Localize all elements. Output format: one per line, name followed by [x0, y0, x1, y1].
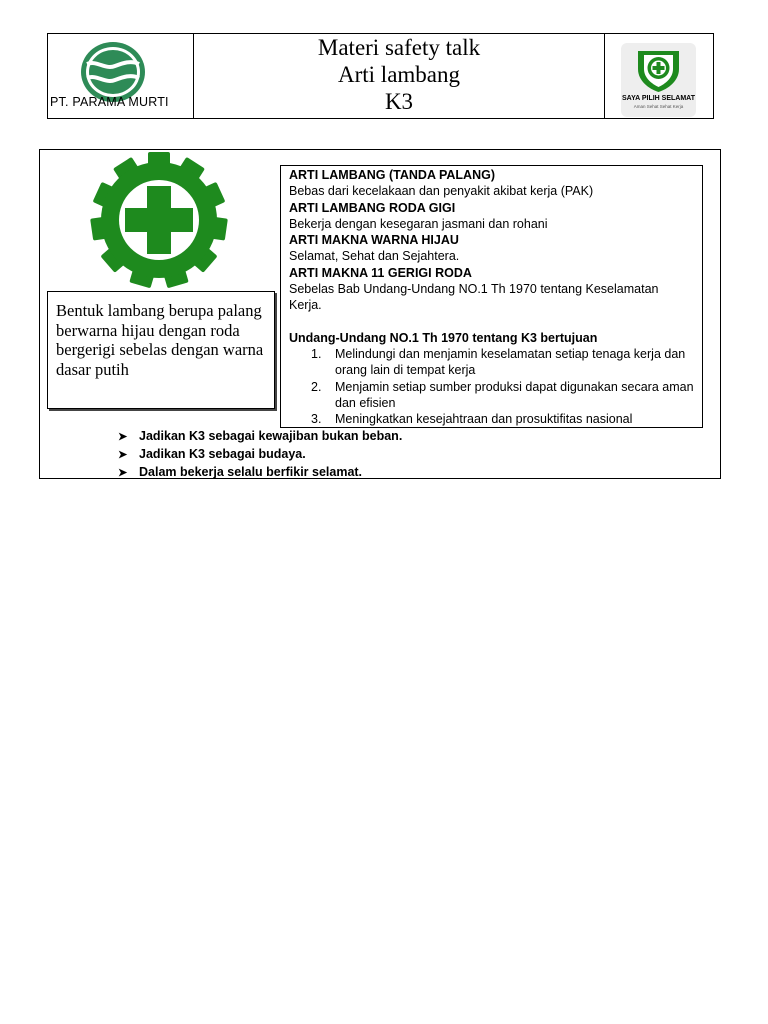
list-item — [118, 446, 402, 464]
law-heading: Undang-Undang NO.1 Th 1970 tentang K3 bertujuan — [289, 330, 598, 345]
text-roda-gigi: Bekerja dengan kesegaran jasmani dan rohani — [289, 216, 548, 231]
company-name: PT. PARAMA MURTI — [50, 95, 169, 109]
list-item — [289, 411, 694, 427]
list-item-number: 3. — [311, 412, 322, 427]
shield-icon — [635, 47, 682, 93]
arrow-bullet-icon: ➤ — [118, 431, 128, 443]
document-title — [194, 34, 604, 118]
text-warna-hijau: Selamat, Sehat dan Sejahtera. — [289, 249, 460, 264]
title-line-1: Materi safety talk — [317, 35, 481, 60]
emblem-caption — [47, 291, 275, 409]
right-logo-title: SAYA PILIH SELAMAT — [622, 95, 695, 102]
list-item-text: Meningkatkan kesejahtraan dan prosuktifitas nasional — [335, 412, 633, 427]
bullet-text: Dalam bekerja selalu berfikir selamat. — [139, 465, 363, 479]
meaning-info-box — [280, 165, 703, 428]
text-palang: Bebas dari kecelakaan dan penyakit akibat kerja (PAK) — [289, 184, 594, 199]
list-item — [289, 379, 694, 412]
right-logo-subtitle: Aman Sehat Sehat Kerja — [633, 104, 684, 109]
k3-gear-cross-emblem-icon — [86, 151, 232, 289]
heading-roda-gigi: ARTI LAMBANG RODA GIGI — [289, 200, 456, 215]
list-item — [289, 346, 694, 379]
list-item-number: 2. — [311, 379, 322, 394]
title-line-2: Arti lambang — [338, 62, 460, 87]
header-divider-right — [604, 34, 605, 118]
bullet-text: Jadikan K3 sebagai kewajiban bukan beban. — [139, 429, 403, 443]
spacer — [289, 314, 694, 330]
arrow-bullet-icon: ➤ — [118, 467, 128, 479]
list-item-text: Menjamin setiap sumber produksi dapat digunakan secara aman dan efisien — [335, 379, 694, 410]
list-item — [118, 428, 402, 446]
emblem-caption-text: Bentuk lambang berupa palang berwarna hijau dengan roda bergerigi sebelas dengan warna dasar putih — [56, 301, 264, 379]
document-header — [47, 33, 714, 119]
title-line-3: K3 — [384, 89, 414, 114]
bullet-list — [118, 428, 402, 482]
list-item — [118, 464, 402, 482]
bullet-text: Jadikan K3 sebagai budaya. — [139, 447, 306, 461]
list-item-text: Melindungi dan menjamin keselamatan setiap tenaga kerja dan orang lain di tempat kerja — [335, 346, 686, 378]
heading-palang: ARTI LAMBANG (TANDA PALANG) — [289, 168, 495, 182]
text-gerigi-roda: Sebelas Bab Undang-Undang NO.1 Th 1970 tentang Keselamatan Kerja. — [289, 282, 659, 313]
k3-shield-logo-icon — [621, 43, 696, 117]
heading-gerigi-roda: ARTI MAKNA 11 GERIGI RODA — [289, 265, 472, 280]
heading-warna-hijau: ARTI MAKNA WARNA HIJAU — [289, 233, 459, 248]
list-item-number: 1. — [311, 346, 322, 361]
arrow-bullet-icon: ➤ — [118, 449, 128, 461]
law-goals-list — [289, 346, 694, 427]
